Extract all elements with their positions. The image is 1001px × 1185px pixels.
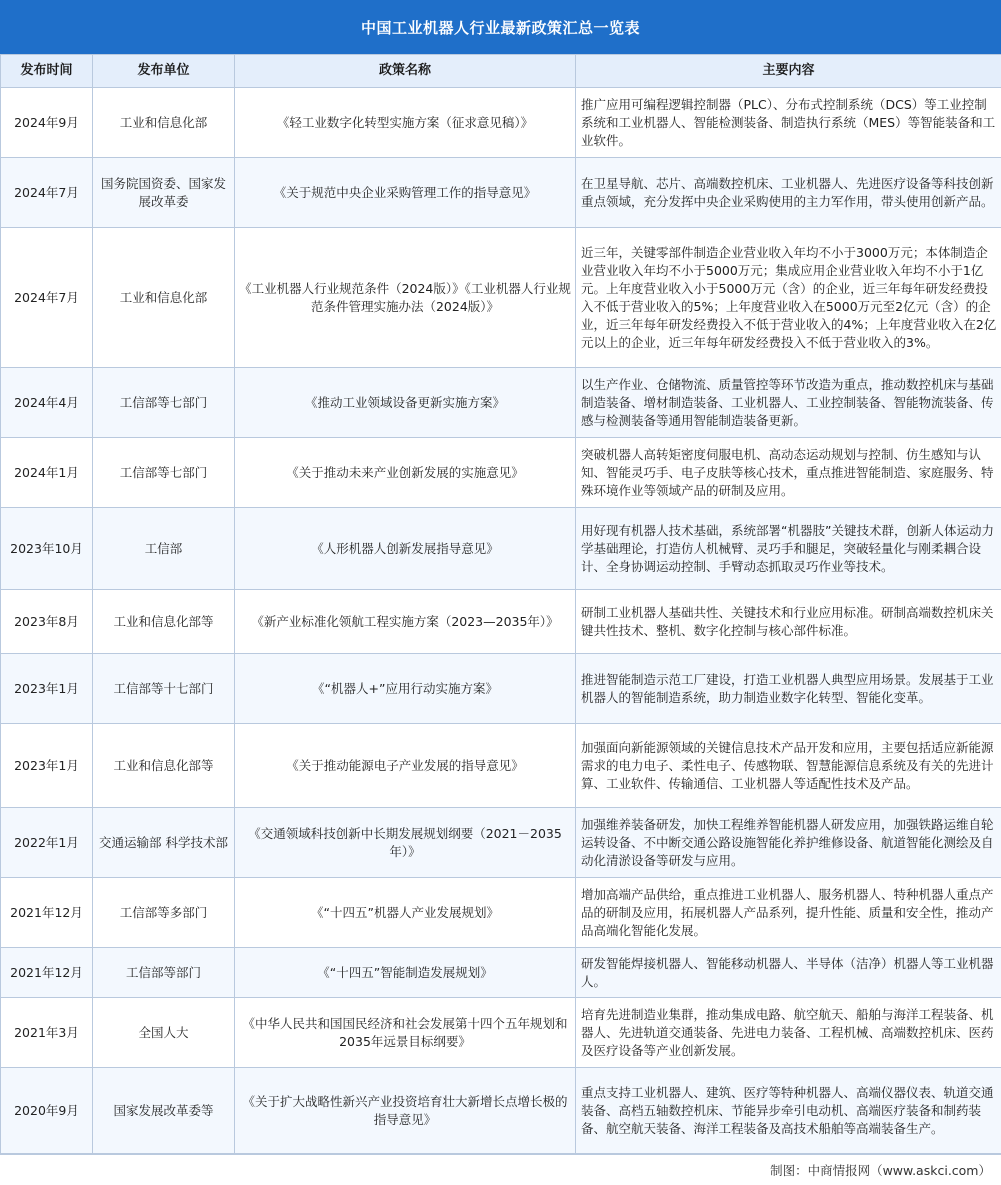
header-date: 发布时间 [1, 55, 93, 88]
cell-date: 2021年12月 [1, 948, 93, 998]
cell-org: 工信部等七部门 [93, 368, 235, 438]
cell-date: 2023年10月 [1, 508, 93, 590]
table-row [1, 878, 1001, 948]
cell-org: 国务院国资委、国家发展改革委 [93, 158, 235, 228]
cell-date: 2023年1月 [1, 654, 93, 724]
cell-policy: 《交通领域科技创新中长期发展规划纲要（2021－2035年）》 [235, 808, 576, 878]
cell-policy: 《工业机器人行业规范条件（2024版）》《工业机器人行业规范条件管理实施办法（2024版）》 [235, 228, 576, 368]
cell-date: 2023年1月 [1, 724, 93, 808]
cell-content: 推广应用可编程逻辑控制器（PLC）、分布式控制系统（DCS）等工业控制系统和工业机器人、智能检测装备、制造执行系统（MES）等智能装备和工业软件。 [576, 88, 1001, 158]
cell-content: 加强面向新能源领域的关键信息技术产品开发和应用，主要包括适应新能源需求的电力电子、柔性电子、传感物联、智慧能源信息系统及有关的先进计算、工业软件、传输通信、工业机器人等适配性技术及产品。 [576, 724, 1001, 808]
cell-org: 工业和信息化部等 [93, 590, 235, 654]
cell-policy: 《关于推动能源电子产业发展的指导意见》 [235, 724, 576, 808]
header-content: 主要内容 [576, 55, 1001, 88]
cell-policy: 《新产业标准化领航工程实施方案（2023—2035年）》 [235, 590, 576, 654]
cell-date: 2024年4月 [1, 368, 93, 438]
table-header-row [1, 55, 1001, 88]
cell-content: 在卫星导航、芯片、高端数控机床、工业机器人、先进医疗设备等科技创新重点领域，充分发挥中央企业采购使用的主力军作用，带头使用创新产品。 [576, 158, 1001, 228]
cell-org: 工信部等七部门 [93, 438, 235, 508]
cell-date: 2021年3月 [1, 998, 93, 1068]
table-row [1, 1068, 1001, 1154]
cell-policy: 《中华人民共和国国民经济和社会发展第十四个五年规划和2035年远景目标纲要》 [235, 998, 576, 1068]
table-row [1, 368, 1001, 438]
cell-policy: 《关于推动未来产业创新发展的实施意见》 [235, 438, 576, 508]
cell-org: 工业和信息化部 [93, 228, 235, 368]
header-policy: 政策名称 [235, 55, 576, 88]
table-row [1, 158, 1001, 228]
cell-content: 增加高端产品供给，重点推进工业机器人、服务机器人、特种机器人重点产品的研制及应用，拓展机器人产品系列，提升性能、质量和安全性，推动产品高端化智能化发展。 [576, 878, 1001, 948]
source-credit: 制图：中商情报网（www.askci.com） [0, 1154, 1001, 1185]
table-row [1, 808, 1001, 878]
cell-content: 以生产作业、仓储物流、质量管控等环节改造为重点，推动数控机床与基础制造装备、增材制造装备、工业机器人、工业控制装备、智能物流装备、传感与检测装备等通用智能制造装备更新。 [576, 368, 1001, 438]
cell-org: 工信部 [93, 508, 235, 590]
cell-org: 工信部等十七部门 [93, 654, 235, 724]
table-row [1, 998, 1001, 1068]
cell-date: 2023年8月 [1, 590, 93, 654]
table-row [1, 228, 1001, 368]
cell-policy: 《“十四五”智能制造发展规划》 [235, 948, 576, 998]
cell-content: 研制工业机器人基础共性、关键技术和行业应用标准。研制高端数控机床关键共性技术、整机、数字化控制与核心部件标准。 [576, 590, 1001, 654]
cell-content: 重点支持工业机器人、建筑、医疗等特种机器人、高端仪器仪表、轨道交通装备、高档五轴数控机床、节能异步牵引电动机、高端医疗装备和制药装备、航空航天装备、海洋工程装备及高技术船舶等高端装备生产。 [576, 1068, 1001, 1154]
cell-date: 2020年9月 [1, 1068, 93, 1154]
page-title: 中国工业机器人行业最新政策汇总一览表 [0, 0, 1001, 54]
cell-content: 近三年，关键零部件制造企业营业收入年均不小于3000万元；本体制造企业营业收入年均不小于5000万元；集成应用企业营业收入年均不小于1亿元。上年度营业收入小于5000万元（含）的企业，近三年每年研发经费投入不低于营业收入的5%；上年度营业收入在5000万元至2亿元（含）的企业，近三年每年研发经费投入不低于营业收入的4%；上年度营业收入在2亿元以上的企业，近三年每年研发经费投入不低于营业收入的3%。 [576, 228, 1001, 368]
cell-date: 2024年7月 [1, 228, 93, 368]
cell-org: 工信部等多部门 [93, 878, 235, 948]
cell-date: 2024年1月 [1, 438, 93, 508]
cell-date: 2021年12月 [1, 878, 93, 948]
table-row [1, 438, 1001, 508]
cell-org: 交通运输部 科学技术部 [93, 808, 235, 878]
cell-content: 推进智能制造示范工厂建设，打造工业机器人典型应用场景。发展基于工业机器人的智能制造系统，助力制造业数字化转型、智能化变革。 [576, 654, 1001, 724]
cell-policy: 《推动工业领域设备更新实施方案》 [235, 368, 576, 438]
cell-date: 2024年7月 [1, 158, 93, 228]
cell-content: 加强维养装备研发，加快工程维养智能机器人研发应用，加强铁路运维自轮运转设备、不中断交通公路设施智能化养护维修设备、航道智能化测绘及自动化清淤设备等研发与应用。 [576, 808, 1001, 878]
table-row [1, 724, 1001, 808]
cell-content: 培育先进制造业集群，推动集成电路、航空航天、船舶与海洋工程装备、机器人、先进轨道交通装备、先进电力装备、工程机械、高端数控机床、医药及医疗设备等产业创新发展。 [576, 998, 1001, 1068]
cell-content: 研发智能焊接机器人、智能移动机器人、半导体（洁净）机器人等工业机器人。 [576, 948, 1001, 998]
cell-policy: 《关于扩大战略性新兴产业投资培育壮大新增长点增长极的指导意见》 [235, 1068, 576, 1154]
table-row [1, 590, 1001, 654]
cell-org: 工业和信息化部 [93, 88, 235, 158]
cell-content: 用好现有机器人技术基础，系统部署“机器肢”关键技术群，创新人体运动力学基础理论，打造仿人机械臂、灵巧手和腿足，突破轻量化与刚柔耦合设计、全身协调运动控制、手臂动态抓取灵巧作业等技术。 [576, 508, 1001, 590]
cell-policy: 《“机器人+”应用行动实施方案》 [235, 654, 576, 724]
table-row [1, 508, 1001, 590]
table-row [1, 948, 1001, 998]
cell-policy: 《轻工业数字化转型实施方案（征求意见稿）》 [235, 88, 576, 158]
cell-content: 突破机器人高转矩密度伺服电机、高动态运动规划与控制、仿生感知与认知、智能灵巧手、电子皮肤等核心技术，重点推进智能制造、家庭服务、特殊环境作业等领域产品的研制及应用。 [576, 438, 1001, 508]
policy-table [0, 54, 1001, 1154]
table-row [1, 654, 1001, 724]
cell-policy: 《关于规范中央企业采购管理工作的指导意见》 [235, 158, 576, 228]
header-org: 发布单位 [93, 55, 235, 88]
cell-date: 2024年9月 [1, 88, 93, 158]
cell-org: 工信部等部门 [93, 948, 235, 998]
cell-policy: 《人形机器人创新发展指导意见》 [235, 508, 576, 590]
cell-org: 全国人大 [93, 998, 235, 1068]
cell-org: 工业和信息化部等 [93, 724, 235, 808]
cell-policy: 《“十四五”机器人产业发展规划》 [235, 878, 576, 948]
cell-org: 国家发展改革委等 [93, 1068, 235, 1154]
table-row [1, 88, 1001, 158]
cell-date: 2022年1月 [1, 808, 93, 878]
